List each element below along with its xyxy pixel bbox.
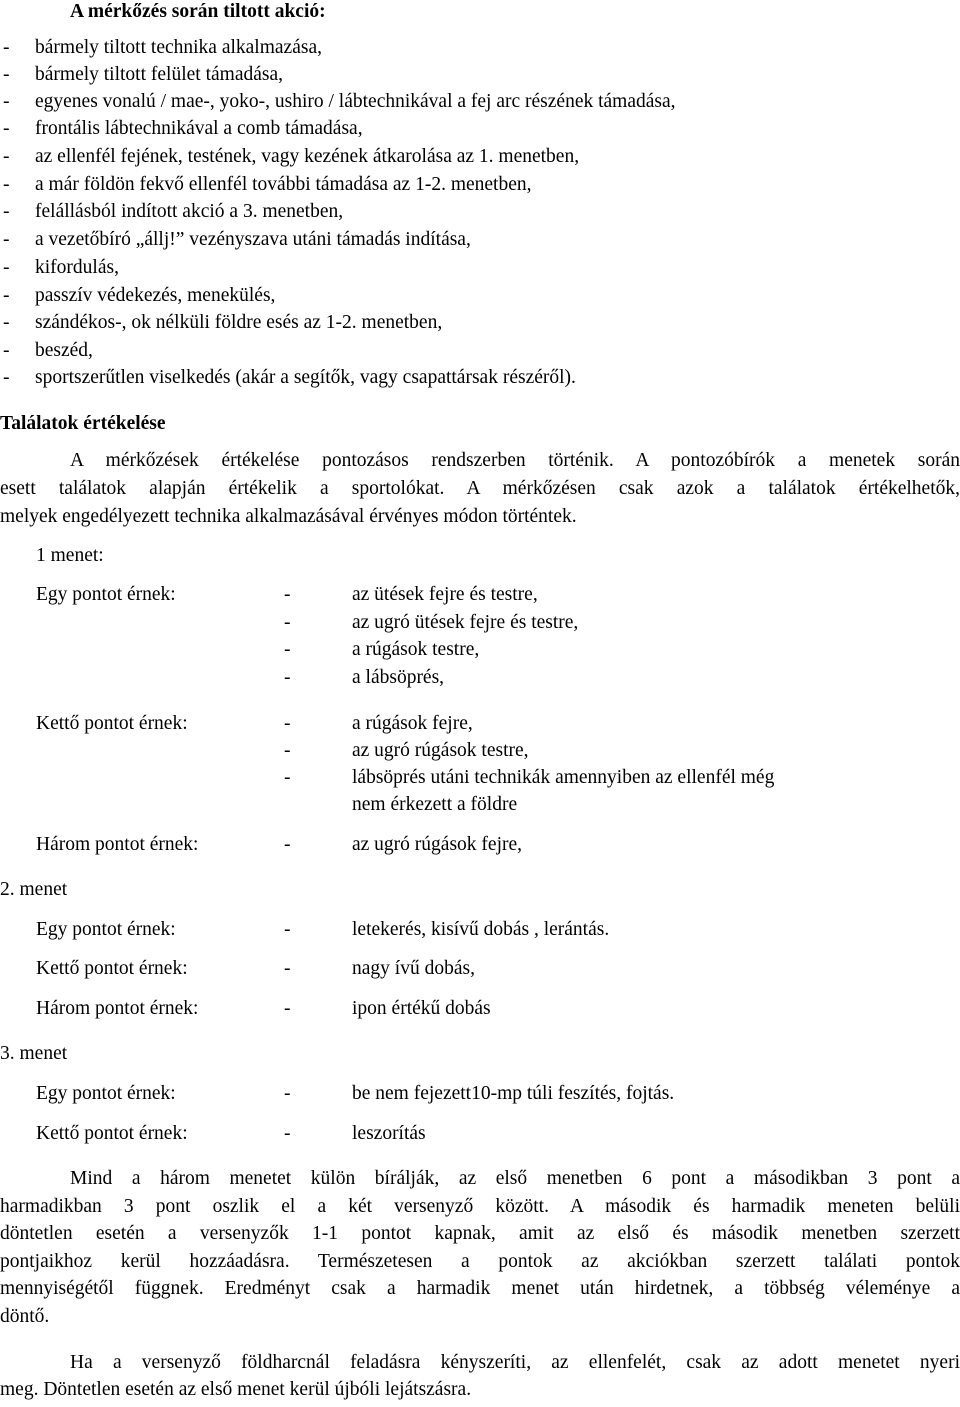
list-item-text: beszéd, bbox=[35, 340, 93, 361]
list-item-text: a már földön fekvő ellenfél további támadása az 1-2. menetben, bbox=[35, 174, 532, 195]
points-row bbox=[0, 794, 960, 821]
points-label: Kettő pontot érnek: bbox=[36, 1123, 188, 1144]
points-label: Három pontot érnek: bbox=[36, 998, 199, 1019]
list-dash: - bbox=[3, 285, 10, 306]
list-item-text: bármely tiltott felület támadása, bbox=[35, 64, 283, 85]
points-row bbox=[0, 767, 960, 794]
technique-text: be nem fejezett10-mp túli feszítés, fojtás. bbox=[352, 1083, 675, 1104]
list-dash: - bbox=[284, 958, 291, 979]
points-row bbox=[0, 1083, 960, 1110]
list-dash: - bbox=[3, 229, 10, 250]
points-row bbox=[0, 1123, 960, 1150]
list-dash: - bbox=[3, 312, 10, 333]
paragraph-line: Mind a három menetet külön bírálják, az első menetben 6 pont a másodikban 3 pont a bbox=[70, 1168, 960, 1189]
list-dash: - bbox=[284, 584, 291, 605]
list-dash: - bbox=[3, 174, 10, 195]
list-item-text: a vezetőbíró „állj!” vezényszava utáni támadás indítása, bbox=[35, 229, 471, 250]
technique-text: letekerés, kisívű dobás , lerántás. bbox=[352, 919, 610, 940]
paragraph-line: pontjaikhoz kerül hozzáadásra. Természetesen a pontok az akciókban szerzett találati pontok bbox=[0, 1251, 960, 1272]
list-dash: - bbox=[3, 91, 10, 112]
paragraph-line: melyek engedélyezett technika alkalmazásával érvényes módon történtek. bbox=[0, 506, 577, 527]
list-dash: - bbox=[3, 64, 10, 85]
prohibited-actions-heading: A mérkőzés során tiltott akció: bbox=[70, 1, 326, 22]
round-title: 3. menet bbox=[0, 1043, 68, 1064]
technique-text: a rúgások testre, bbox=[352, 639, 480, 660]
technique-text: a lábsöprés, bbox=[352, 667, 445, 688]
paragraph-line: meg. Döntetlen esetén az első menet kerül újbóli lejátszásra. bbox=[0, 1379, 472, 1400]
list-dash: - bbox=[284, 639, 291, 660]
technique-text: az ugró ütések fejre és testre, bbox=[352, 612, 579, 633]
list-dash: - bbox=[3, 367, 10, 388]
list-item-text: passzív védekezés, menekülés, bbox=[35, 285, 276, 306]
paragraph-line: harmadikban 3 pont oszlik el a két versenyző között. A második és harmadik meneten belüli bbox=[0, 1196, 960, 1217]
list-dash: - bbox=[3, 257, 10, 278]
points-row bbox=[0, 584, 960, 611]
points-label: Egy pontot érnek: bbox=[36, 1083, 176, 1104]
points-label: Egy pontot érnek: bbox=[36, 919, 176, 940]
list-item-text: szándékos-, ok nélküli földre esés az 1-2. menetben, bbox=[35, 312, 443, 333]
points-label: Egy pontot érnek: bbox=[36, 584, 176, 605]
list-item-text: kifordulás, bbox=[35, 257, 119, 278]
list-dash: - bbox=[284, 834, 291, 855]
paragraph-line: Ha a versenyző földharcnál feladásra kényszeríti, az ellenfelét, csak az adott menetet nyeri bbox=[70, 1352, 960, 1373]
technique-text: ipon értékű dobás bbox=[352, 998, 491, 1019]
technique-text: az ütések fejre és testre, bbox=[352, 584, 538, 605]
list-dash: - bbox=[284, 1083, 291, 1104]
points-row bbox=[0, 713, 960, 740]
list-item-text: egyenes vonalú / mae-, yoko-, ushiro / lábtechnikával a fej arc részének támadása, bbox=[35, 91, 676, 112]
scoring-heading: Találatok értékelése bbox=[0, 413, 166, 434]
paragraph-line: A mérkőzések értékelése pontozásos rendszerben történik. A pontozóbírók a menetek során bbox=[70, 450, 960, 471]
technique-text: a rúgások fejre, bbox=[352, 713, 473, 734]
list-dash: - bbox=[3, 340, 10, 361]
round-title: 1 menet: bbox=[36, 545, 104, 566]
points-row bbox=[0, 998, 960, 1025]
points-row bbox=[0, 919, 960, 946]
list-item-text: bármely tiltott technika alkalmazása, bbox=[35, 37, 322, 58]
paragraph-line: döntő. bbox=[0, 1306, 50, 1327]
points-row bbox=[0, 740, 960, 767]
list-dash: - bbox=[284, 998, 291, 1019]
list-item-text: felállásból indított akció a 3. menetben, bbox=[35, 201, 344, 222]
list-dash: - bbox=[3, 118, 10, 139]
list-dash: - bbox=[284, 1123, 291, 1144]
paragraph-line: mennyiségétől függnek. Eredményt csak a harmadik menet után hirdetnek, a többség véleménye a bbox=[0, 1278, 960, 1299]
paragraph-line: döntetlen esetén a versenyzők 1-1 pontot kapnak, amit az első és második menetben szerzett bbox=[0, 1223, 960, 1244]
points-row bbox=[0, 834, 960, 861]
list-dash: - bbox=[3, 201, 10, 222]
points-label: Három pontot érnek: bbox=[36, 834, 199, 855]
technique-text: lábsöprés utáni technikák amennyiben az ellenfél még bbox=[352, 767, 775, 788]
technique-text: nem érkezett a földre bbox=[352, 794, 518, 815]
points-row bbox=[0, 639, 960, 666]
points-label: Kettő pontot érnek: bbox=[36, 958, 188, 979]
list-item-text: frontális lábtechnikával a comb támadása, bbox=[35, 118, 363, 139]
technique-text: leszorítás bbox=[352, 1123, 426, 1144]
list-dash: - bbox=[284, 612, 291, 633]
points-row bbox=[0, 667, 960, 694]
list-dash: - bbox=[284, 667, 291, 688]
paragraph-line: esett találatok alapján értékelik a sportolókat. A mérkőzésen csak azok a találatok értékelhetők, bbox=[0, 478, 960, 499]
list-dash: - bbox=[3, 146, 10, 167]
technique-text: az ugró rúgások testre, bbox=[352, 740, 529, 761]
points-row bbox=[0, 612, 960, 639]
list-item-text: az ellenfél fejének, testének, vagy kezének átkarolása az 1. menetben, bbox=[35, 146, 580, 167]
round-title: 2. menet bbox=[0, 879, 68, 900]
points-label: Kettő pontot érnek: bbox=[36, 713, 188, 734]
points-row bbox=[0, 958, 960, 985]
list-dash: - bbox=[284, 740, 291, 761]
technique-text: nagy ívű dobás, bbox=[352, 958, 475, 979]
list-dash: - bbox=[284, 713, 291, 734]
list-dash: - bbox=[284, 919, 291, 940]
list-item-text: sportszerűtlen viselkedés (akár a segítők, vagy csapattársak részéről). bbox=[35, 367, 576, 388]
list-dash: - bbox=[3, 37, 10, 58]
list-dash: - bbox=[284, 767, 291, 788]
technique-text: az ugró rúgások fejre, bbox=[352, 834, 523, 855]
